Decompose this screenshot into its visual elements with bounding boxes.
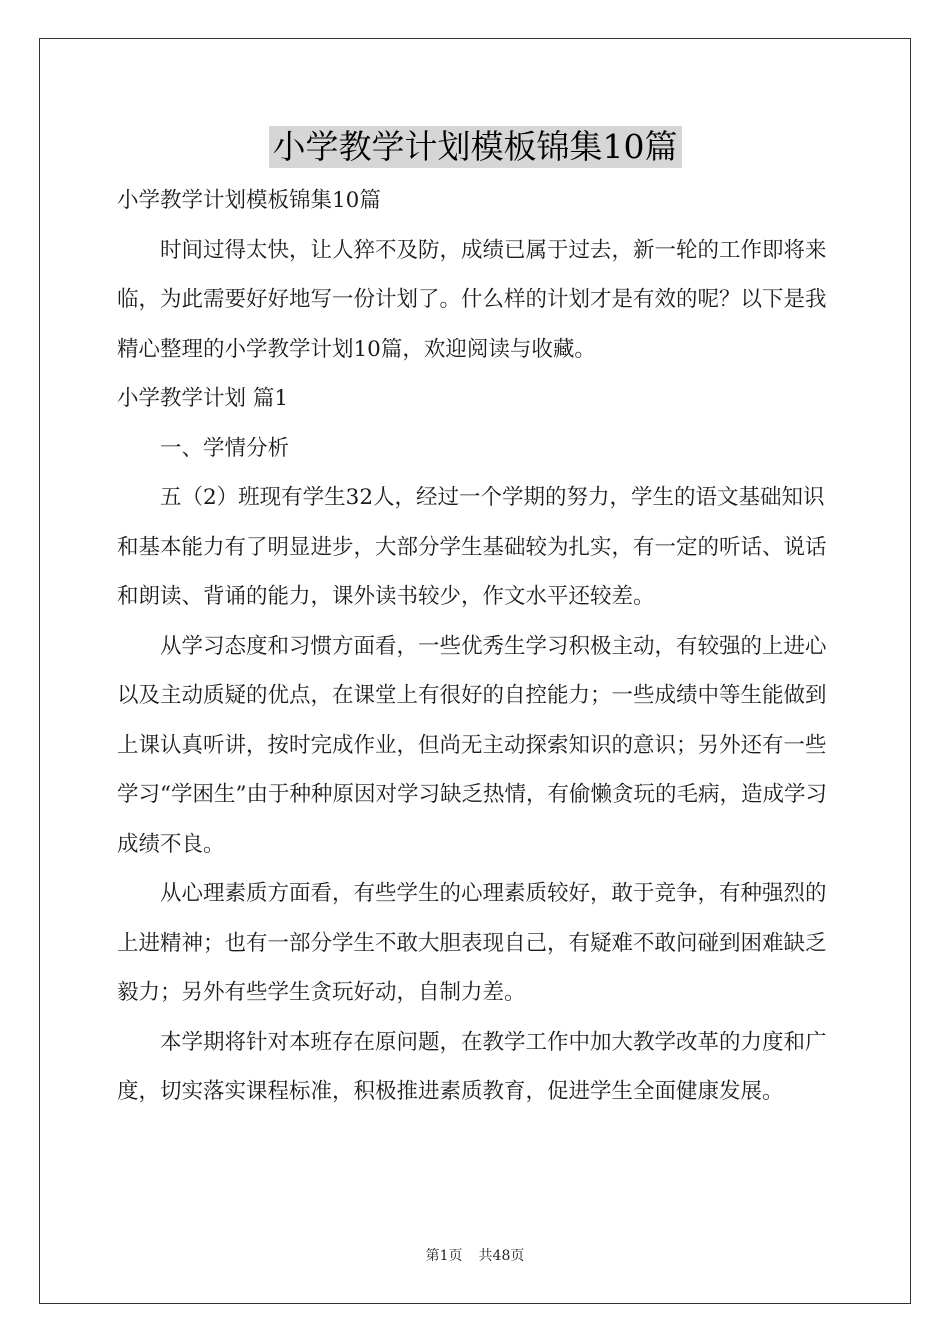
paragraph-class-overview: 五（2）班现有学生32人，经过一个学期的努力，学生的语文基础知识和基本能力有了明显进步，大部分学生基础较为扎实，有一定的听话、说话和朗读、背诵的能力，课外读书较少，作文水平还较差。 [117, 485, 827, 609]
page-footer [0, 1246, 950, 1266]
paragraph-semester-plan: 本学期将针对本班存在原问题，在教学工作中加大教学改革的力度和广度，切实落实课程标准，积极推进素质教育，促进学生全面健康发展。 [117, 1029, 827, 1104]
paragraph-subtitle: 小学教学计划模板锦集10篇 [117, 188, 381, 213]
subsection-heading: 一、学情分析 [160, 435, 290, 461]
paragraph-study-habits: 从学习态度和习惯方面看，一些优秀生学习积极主动，有较强的上进心以及主动质疑的优点，在课堂上有很好的自控能力；一些成绩中等生能做到上课认真听讲，按时完成作业，但尚无主动探索知识的意识；另外还有一些学习“学困生”由于种种原因对学习缺乏热情，有偷懒贪玩的毛病，造成学习成绩不良。 [117, 633, 827, 857]
title-container [0, 126, 950, 168]
document-title: 小学教学计划模板锦集10篇 [269, 126, 682, 168]
document-body [117, 176, 841, 1117]
paragraph-psychology: 从心理素质方面看，有些学生的心理素质较好，敢于竞争，有种强烈的上进精神；也有一部分学生不敢大胆表现自己，有疑难不敢问碰到困难缺乏毅力；另外有些学生贪玩好动，自制力差。 [117, 881, 827, 1005]
paragraph-intro: 时间过得太快，让人猝不及防，成绩已属于过去，新一轮的工作即将来临，为此需要好好地写一份计划了。什么样的计划才是有效的呢？以下是我精心整理的小学教学计划10篇，欢迎阅读与收藏。 [117, 237, 827, 362]
page-number-current: 第1页 [425, 1248, 463, 1264]
page-number-total: 共48页 [478, 1248, 525, 1264]
section-heading: 小学教学计划 篇1 [117, 386, 289, 411]
